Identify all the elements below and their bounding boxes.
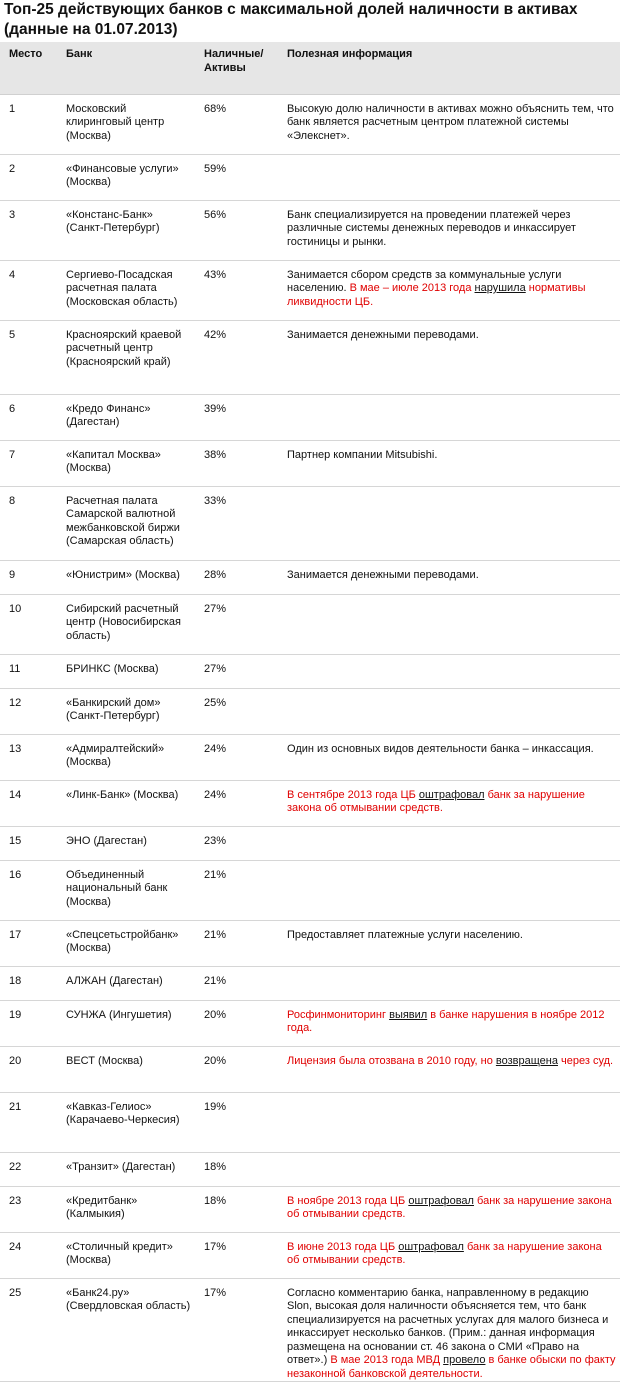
- table-row: [0, 200, 620, 260]
- place-cell: 4: [0, 260, 57, 320]
- ratio-cell: 38%: [195, 440, 280, 486]
- place-cell: 25: [0, 1278, 57, 1382]
- page-title: Топ-25 действующих банков с максимальной долей наличности в активах (данные на 01.07.2013): [4, 1, 578, 38]
- alert-text-continued: нормативы ликвидности ЦБ.: [287, 282, 586, 308]
- alert-link[interactable]: нарушила: [474, 282, 526, 294]
- info-cell: [280, 1092, 620, 1152]
- ratio-cell: 25%: [195, 688, 280, 734]
- table-body: [0, 94, 620, 1382]
- info-cell: [280, 920, 620, 966]
- info-cell: [280, 654, 620, 688]
- place-cell: 13: [0, 734, 57, 780]
- info-cell: [280, 154, 620, 200]
- header-bank: Банк: [57, 42, 195, 94]
- header-ratio: [195, 42, 280, 94]
- bank-cell: Сибирский расчетный центр (Новосибирская область): [57, 594, 195, 654]
- table-row: [0, 1278, 620, 1382]
- ratio-cell: 33%: [195, 486, 280, 560]
- alert-text: В мае – июле 2013 года: [349, 282, 472, 294]
- alert-text-continued: банк за нарушение закона об отмывании средств.: [287, 1240, 602, 1266]
- bank-cell: АЛЖАН (Дагестан): [57, 966, 195, 1000]
- bank-cell: «Спецсетьстройбанк» (Москва): [57, 920, 195, 966]
- place-cell: 9: [0, 560, 57, 594]
- bank-cell: «Юнистрим» (Москва): [57, 560, 195, 594]
- bank-cell: «Банк24.ру» (Свердловская область): [57, 1278, 195, 1382]
- table-row: [0, 654, 620, 688]
- bank-cell: «Столичный кредит» (Москва): [57, 1232, 195, 1278]
- info-text: Предоставляет платежные услуги населению.: [287, 928, 523, 941]
- table-row: [0, 860, 620, 920]
- table-row: [0, 1152, 620, 1186]
- bank-cell: СУНЖА (Ингушетия): [57, 1000, 195, 1046]
- bank-cell: Расчетная палата Самарской валютной межбанковской биржи (Самарская область): [57, 486, 195, 560]
- alert-text: Лицензия была отозвана в 2010 году, но: [287, 1054, 493, 1067]
- header-ratio-line1: Наличные/: [204, 48, 264, 60]
- ratio-cell: 23%: [195, 826, 280, 860]
- bank-cell: Объединенный национальный банк (Москва): [57, 860, 195, 920]
- info-cell: [280, 1186, 620, 1232]
- ratio-cell: 18%: [195, 1152, 280, 1186]
- alert-text-continued: в банке обыски по факту незаконной банковской деятельности.: [287, 1354, 616, 1380]
- alert-link[interactable]: оштрафовал: [408, 1194, 474, 1207]
- place-cell: 10: [0, 594, 57, 654]
- place-cell: 11: [0, 654, 57, 688]
- place-cell: 19: [0, 1000, 57, 1046]
- info-cell: [280, 1000, 620, 1046]
- info-text: Один из основных видов деятельности банка – инкассация.: [287, 742, 594, 755]
- bank-cell: «Транзит» (Дагестан): [57, 1152, 195, 1186]
- place-cell: 23: [0, 1186, 57, 1232]
- table-row: [0, 1232, 620, 1278]
- place-cell: 20: [0, 1046, 57, 1092]
- bank-cell: «Финансовые услуги» (Москва): [57, 154, 195, 200]
- table-row: [0, 154, 620, 200]
- info-text: Банк специализируется на проведении платежей через различные системы денежных переводов и инкассирует гостиницы и рынки.: [287, 208, 576, 248]
- header-ratio-line2: Активы: [204, 61, 246, 74]
- place-cell: 22: [0, 1152, 57, 1186]
- ratio-cell: 24%: [195, 780, 280, 826]
- info-cell: [280, 734, 620, 780]
- info-cell: [280, 394, 620, 440]
- header-place: Место: [0, 42, 57, 94]
- alert-link[interactable]: оштрафовал: [418, 788, 485, 801]
- ratio-cell: 20%: [195, 1000, 280, 1046]
- ratio-cell: 24%: [195, 734, 280, 780]
- place-cell: 16: [0, 860, 57, 920]
- ratio-cell: 17%: [195, 1278, 280, 1382]
- place-cell: 2: [0, 154, 57, 200]
- info-cell: [280, 1278, 620, 1382]
- bank-cell: «Капитал Москва» (Москва): [57, 440, 195, 486]
- bank-cell: Сергиево-Посадская расчетная палата (Московская область): [57, 260, 195, 320]
- info-cell: [280, 200, 620, 260]
- place-cell: 7: [0, 440, 57, 486]
- place-cell: 18: [0, 966, 57, 1000]
- place-cell: 17: [0, 920, 57, 966]
- info-text: Партнер компании Mitsubishi.: [287, 448, 438, 461]
- alert-link[interactable]: возвращена: [495, 1054, 558, 1067]
- table-row: [0, 780, 620, 826]
- info-cell: [280, 1046, 620, 1092]
- bank-cell: Московский клиринговый центр (Москва): [57, 94, 195, 154]
- info-cell: [280, 688, 620, 734]
- alert-link[interactable]: оштрафовал: [398, 1240, 464, 1253]
- ratio-cell: 21%: [195, 966, 280, 1000]
- ratio-cell: 27%: [195, 594, 280, 654]
- info-cell: [280, 320, 620, 394]
- ratio-cell: 21%: [195, 920, 280, 966]
- info-cell: [280, 560, 620, 594]
- info-cell: [280, 860, 620, 920]
- ratio-cell: 20%: [195, 1046, 280, 1092]
- info-cell: [280, 780, 620, 826]
- banks-table: [0, 42, 620, 1382]
- table-row: [0, 394, 620, 440]
- info-cell: [280, 594, 620, 654]
- info-text: Занимается сбором средств за коммунальные услуги населению.: [287, 268, 562, 294]
- place-cell: 8: [0, 486, 57, 560]
- alert-link[interactable]: провело: [443, 1354, 486, 1366]
- ratio-cell: 42%: [195, 320, 280, 394]
- table-row: [0, 560, 620, 594]
- table-row: [0, 1092, 620, 1152]
- table-row: [0, 594, 620, 654]
- bank-cell: ВЕСТ (Москва): [57, 1046, 195, 1092]
- table-row: [0, 826, 620, 860]
- place-cell: 3: [0, 200, 57, 260]
- place-cell: 15: [0, 826, 57, 860]
- ratio-cell: 56%: [195, 200, 280, 260]
- table-row: [0, 1186, 620, 1232]
- ratio-cell: 19%: [195, 1092, 280, 1152]
- table-row: [0, 320, 620, 394]
- bank-cell: «Констанс-Банк» (Санкт-Петербург): [57, 200, 195, 260]
- bank-cell: БРИНКС (Москва): [57, 654, 195, 688]
- alert-text-continued: банк за нарушение закона об отмывании средств.: [287, 788, 585, 814]
- ratio-cell: 21%: [195, 860, 280, 920]
- ratio-cell: 17%: [195, 1232, 280, 1278]
- ratio-cell: 39%: [195, 394, 280, 440]
- bank-cell: «Адмиралтейский» (Москва): [57, 734, 195, 780]
- table-row: [0, 260, 620, 320]
- info-cell: [280, 1152, 620, 1186]
- alert-link[interactable]: выявил: [389, 1008, 428, 1021]
- table-row: [0, 966, 620, 1000]
- info-cell: [280, 440, 620, 486]
- place-cell: 21: [0, 1092, 57, 1152]
- alert-text: В сентябре 2013 года ЦБ: [287, 788, 416, 801]
- place-cell: 14: [0, 780, 57, 826]
- alert-text-continued: банк за нарушение закона об отмывании средств.: [287, 1194, 612, 1220]
- table-header-row: [0, 42, 620, 94]
- table-row: [0, 920, 620, 966]
- bank-cell: «Кавказ-Гелиос» (Карачаево-Черкесия): [57, 1092, 195, 1152]
- info-text: Согласно комментарию банка, направленному в редакцию Slon, высокая доля наличности объясняется тем, что банк специализируется на расчетных услугах для малого бизнеса и инкассирует несколько банков. (Прим.: данная информация размещена на основании ст. 46 закона о СМИ «Право на ответ».): [287, 1286, 609, 1366]
- place-cell: 6: [0, 394, 57, 440]
- table-row: [0, 486, 620, 560]
- ratio-cell: 28%: [195, 560, 280, 594]
- table-row: [0, 1000, 620, 1046]
- header-info: Полезная информация: [280, 42, 620, 94]
- alert-text: В июне 2013 года ЦБ: [287, 1240, 396, 1253]
- alert-text: В ноябре 2013 года ЦБ: [287, 1194, 406, 1207]
- place-cell: 12: [0, 688, 57, 734]
- table-row: [0, 1046, 620, 1092]
- bank-cell: «Кредо Финанс» (Дагестан): [57, 394, 195, 440]
- alert-text: Росфинмониторинг: [287, 1008, 387, 1021]
- table-row: [0, 734, 620, 780]
- ratio-cell: 18%: [195, 1186, 280, 1232]
- table-row: [0, 440, 620, 486]
- info-cell: [280, 1232, 620, 1278]
- info-cell: [280, 260, 620, 320]
- ratio-cell: 43%: [195, 260, 280, 320]
- bank-cell: ЭНО (Дагестан): [57, 826, 195, 860]
- info-cell: [280, 966, 620, 1000]
- info-text: Занимается денежными переводами.: [287, 568, 479, 581]
- info-cell: [280, 826, 620, 860]
- bank-cell: «Линк-Банк» (Москва): [57, 780, 195, 826]
- place-cell: 1: [0, 94, 57, 154]
- alert-text-continued: в банке нарушения в ноябре 2012 года.: [287, 1008, 605, 1034]
- ratio-cell: 27%: [195, 654, 280, 688]
- table-row: [0, 94, 620, 154]
- info-text: Занимается денежными переводами.: [287, 328, 479, 341]
- bank-cell: Красноярский краевой расчетный центр (Красноярский край): [57, 320, 195, 394]
- bank-cell: «Кредитбанк» (Калмыкия): [57, 1186, 195, 1232]
- ratio-cell: 68%: [195, 94, 280, 154]
- place-cell: 24: [0, 1232, 57, 1278]
- ratio-cell: 59%: [195, 154, 280, 200]
- bank-cell: «Банкирский дом» (Санкт-Петербург): [57, 688, 195, 734]
- info-text: Высокую долю наличности в активах можно объяснить тем, что банк является расчетным центром платежной системы «Элекснет».: [287, 102, 614, 142]
- place-cell: 5: [0, 320, 57, 394]
- alert-text: В мае 2013 года МВД: [330, 1354, 441, 1366]
- table-row: [0, 688, 620, 734]
- alert-text-continued: через суд.: [561, 1054, 614, 1067]
- info-cell: [280, 486, 620, 560]
- info-cell: [280, 94, 620, 154]
